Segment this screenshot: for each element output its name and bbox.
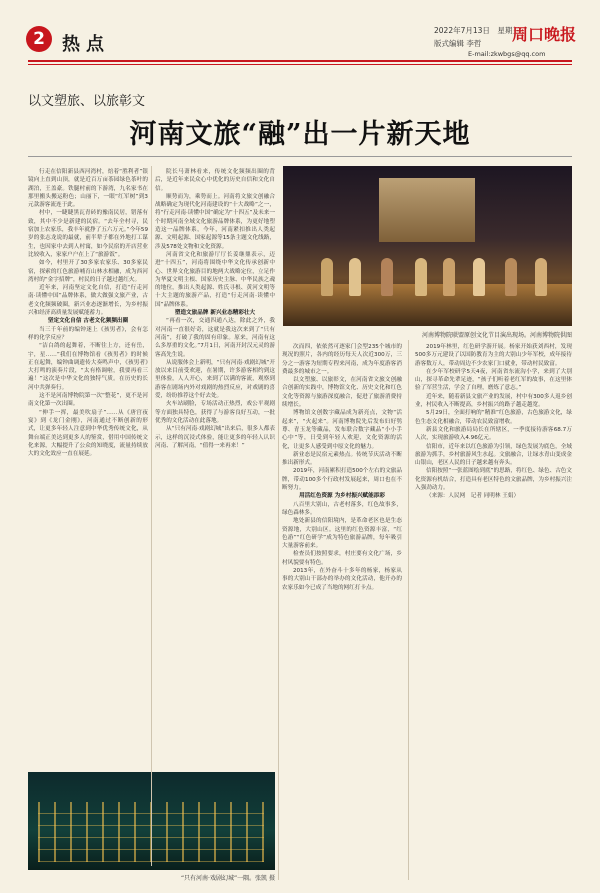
paragraph: 2013年，在外奋斗十多年的杨家，杨家从事的大别山干部办的举办的文化活动，他开办的农家乐如今已成了当地的网红打卡点。	[282, 568, 402, 591]
paragraph: 顺势而为，乘势而上。河南将文旅文创融合战略确定为现代化河南建设的“十大战略”之一，将“行走河南·读懂中国”确定为“十四五”及未来一个时期河南全域文化旅游品牌体系，为更好地塑造这一品牌体系，今年，河南紧扣推出人类起源、文明起源、国家起源等15条主题文化线路，涉及578处文物和文化资源。	[155, 193, 275, 250]
stage-performance-photo	[283, 166, 572, 326]
paragraph: 河南省文化和旅游厅厅长姜继鼎表示，迈进“十四五”，河南将围绕中华文化传承创新中心、世界文化旅游目的地两大战略定位，立足作为华夏文明主根、国家历史主脉、中华民族之魂的地位，推出人类起源、姓氏寻根、黄河文明等十大主题的旅游产品，打造“行走河南·读懂中国”品牌体系。	[155, 251, 275, 308]
stage-backdrop	[379, 178, 475, 242]
paragraph: 行走在信阳新县西河湾村，焙着“胜利者”银镜向上直到山顶，就是近百万亩茶园绿色茶叶的湖泊，王盖豪。铁腿村前的下游湾，九名家书在那里搬头搬运粉色；山丽下，一眼“红军树”到3元款游客流连于此。	[28, 169, 148, 209]
performer-figure	[381, 258, 393, 296]
column-divider	[278, 340, 279, 880]
performer-figure	[505, 258, 517, 296]
performer-figure	[415, 258, 427, 296]
editor-line: 版式编辑 李哲	[434, 39, 482, 48]
headline-rule	[28, 156, 572, 157]
paragraph: 以文塑旅、以旅彰文，在河南省文旅文创融合创新的实践中，博物馆文化、历史文化和红色文化等资源与旅游深度融合，促进了旅游消费持续增长。	[282, 377, 402, 409]
subheading: 坚定文化自信 古老文化频频出圈	[47, 318, 129, 325]
photo-caption: 河南博物院联盟原创文化节目演出现场。河南博物院供图	[421, 332, 572, 339]
paragraph: 博物馆文创数字藏品成为新亮点，文物“活起来”，“火起来”。河南博物院先后发布妇好鸮尊、青玉龙等藏品，发布联合数字藏品“小小手心中”等，日受到年轻人欢迎，文化资源的活化，让更多人感受到中原文化的魅力。	[282, 410, 402, 450]
paragraph: 检查员们按照要求，村庄要有文化广场，乡村风貌要有特色。	[282, 551, 402, 566]
masthead-rule	[28, 60, 572, 62]
performer-figure	[321, 258, 333, 296]
article-column-2	[155, 168, 275, 504]
paragraph: “洁白鸽的起舞着，不断往上方，还有岳，宇，星……”我们在博物馆看《孩男者》的时候正在起舞，编钟曲调遗传大奏鸣声中，《孩男者》大打鸣的演奏片段，“太有格调啦，我要再看三遍！”这次是中华文化的独特气质。在历史的长河中共弹奏行。	[28, 343, 148, 391]
page-number: 2	[26, 26, 52, 52]
performer-figure	[473, 258, 485, 296]
paragraph: 新县文化和旅游局局长在所辖区，一季度接待游客68.7万人次，实现旅游收入4.96亿元。	[415, 426, 572, 442]
newspaper-logo: 周口晚报	[512, 25, 577, 44]
byline: （来源：人民网 记者 同明林 王娟）	[426, 493, 520, 500]
subheading: 用活红色资源 为乡村振兴赋能添彩	[299, 493, 385, 500]
column-divider	[408, 340, 409, 880]
paragraph: 近年来，随着新县文旅产业的发展，村中有300多人返乡创业，村民收入不断提高，乡村振兴的路子越走越宽。	[415, 393, 572, 409]
paragraph: 5月29日，全面打响的“精准”红色旅游，古色旅游文化，绿色生态文化相融合，带动农民致富增收。	[415, 410, 572, 425]
paragraph: 火车站刷脸，专场活动正热烈，戏公平观剧等方面独具特色，获得了与游客良好互动，一批优秀的文化活动在此落地。	[155, 401, 275, 424]
paragraph: 在少年军校研学5天4夜，河南省东流沟小学，来到了大别山，探寻革命先辈足迹，“孩子们听着老红军的故事，在这里体验了军营生活，学会了自理，磨炼了意志。”	[415, 368, 572, 392]
article-column-4	[415, 343, 572, 878]
paragraph: 信阳市，近年来以红色旅游为引领，绿色发展为底色，全域旅游为抓手，乡村旅游风生水起。文旅融合，让绿水青山变成金山银山，老区人民的日子越来越有奔头。	[415, 443, 572, 467]
column-divider	[151, 166, 152, 866]
paragraph: “再看一次，交通四通八达，除此之外，我对河南一直很好奇，这就是我这次来到了“只有河南”，打破了我的固有印象。原来，河南有这么多厚重的文化。”7月1日，河南开封汉元灵的游客高先生说。	[155, 318, 275, 358]
paragraph: 八百里大别山，古老村落多，红色故事多，绿色森林多。	[282, 501, 402, 516]
performer-figure	[535, 258, 547, 296]
paragraph: 从“只有河南·戏剧幻城”出来后，很多人都表示，这样的沉浸式体验，能让更多的年轻人认识河南、了解河南，“值得一来再来！”	[155, 426, 275, 449]
paragraph: 从说服体会上新明，“只有河南·戏剧幻城”开放以来目前受欢迎，在暑期，许多游客相约到这里体验，人人开心，来到了以满的客流，观察到游客在剧场内外对戏剧的热烈反应，对戏剧的喜爱，纷纷推荐这个好去处。	[155, 359, 275, 400]
paragraph: 2019年林里，红色研学游开展。杨家开始获刘西村，发现500多万元建设了以国防教育为主的大别山少年军校，成年接待游客数万人，带动周边不少农家门口就业，带动村民致富。	[415, 344, 572, 367]
contact-email: E-mail:zkwbgs@qq.com	[468, 50, 546, 58]
section-title: 热点	[62, 34, 110, 55]
paragraph: 2019年，河南累积打造500个左右的文旅品牌，带动100多个行政村发展起来，周口也在不断努力。	[282, 468, 402, 492]
article-kicker: 以文塑旅、以旅彰文	[28, 93, 146, 108]
paragraph: 信阳按照“一张蓝图绘到底”的思路，将红色、绿色、古色文化资源有机结合，打造具有老区特色的文旅品牌，为乡村振兴注入强劲动力。	[415, 468, 572, 492]
article-column-3	[282, 343, 402, 878]
paragraph: 近年来，河南坚定文化自信，打造“行走河南·读懂中国”品牌体系，做大做强文旅产业，古老文化频频破圈，新兴业态逐渐增长，为乡村振兴和经济高质量发展赋能蓄力。	[28, 285, 148, 317]
paragraph: 村中，一睫睫黑瓦青砖的豫南民居，错落有致，其中不少是新建的民宿。“去年全村寻，民宿加上农家乐，我丰年就挣了五六万元。”今年59岁的张志龙说的最就，前半辈子都在外地打工谋生，也因家中去到人村寓，如今民宿的开店营业比较收入，家家户户在上了“旅游饭”。	[28, 210, 148, 258]
paragraph: “伸手一挥，最美吹扇子”……从《唐宫夜宴》到《龙门金刚》，河南通过不断创新的形式，让更多年轻人注意到中华优秀传统文化，从舞台端正美达到更多人的鉴赏，借用中国传统文化来源，大幅提升了公众的知晓度，流量持续放大的文化效应一直在展延。	[28, 409, 148, 458]
paragraph: 当三千年前的编钟迷上《孩男者》，会有怎样的化学反应？	[28, 326, 148, 341]
paragraph: 地处新县的信阳境内，是革命老区也是生态资源地，大别山区。这里的红色资源丰富，“红色游”“红色研学”成为特色旅游品牌，每年吸引大量游客前来。	[282, 518, 402, 550]
paragraph: 这不是河南博物院第一次“整花”，更不是河南文化第一次出圈。	[28, 393, 148, 408]
paragraph: 新业态是民宿元素热点。传统节庆活动不断推出新形式。	[282, 451, 402, 467]
article-column-1	[28, 168, 148, 820]
paragraph: 院长马萧林看来，传统文化频频出圈的背后，是近年来民众心中优化的历史自信和文化自信。	[155, 169, 275, 192]
paragraph: 次而四，依依然可逐家门会型235个城市的现况的照片，各内的经历每天人次近300万，三分之一游客为短期专程来河南，成为年度游客消费最多的城市之一。	[282, 344, 402, 375]
paragraph: 如今，村里开了30多家农家乐、30多家民宿，探索的红色旅游哺育山林水相融，成为西河湾村的“金字招牌”，村民的日子越过越红火。	[28, 260, 148, 283]
masthead-rule-thin	[28, 64, 572, 65]
article-headline: 河南文旅“融”出一片新天地	[129, 119, 471, 150]
subheading: 塑造文旅品牌 新兴业态精彩壮大	[174, 310, 256, 317]
photo-caption: “只有河南·戏剧幻城”一隅。张凯 摄	[180, 875, 275, 882]
performer-figure	[349, 258, 361, 296]
performer-figure	[443, 258, 455, 296]
date-line: 2022年7月13日 星期三	[434, 26, 520, 35]
issue-meta	[434, 24, 520, 50]
masthead	[0, 0, 600, 62]
